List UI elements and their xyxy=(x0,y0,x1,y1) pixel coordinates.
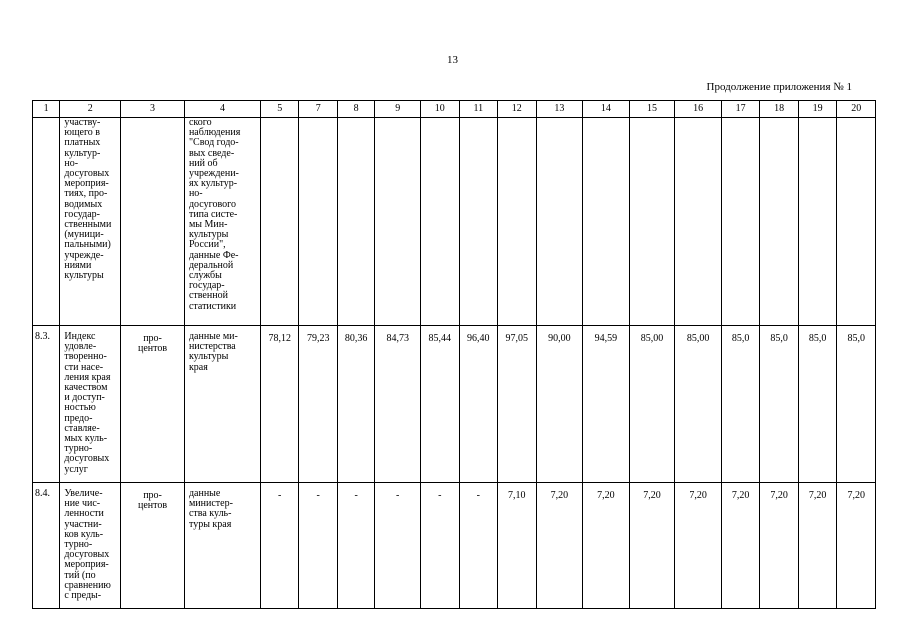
value-cell: 85,44 xyxy=(421,326,460,483)
value-cell xyxy=(421,118,460,326)
column-header: 14 xyxy=(583,101,630,118)
appendix-caption: Продолжение приложения № 1 xyxy=(706,81,852,93)
value-cell xyxy=(536,118,583,326)
value-cell xyxy=(337,118,374,326)
unit-cell: про- центов xyxy=(121,326,185,483)
value-cell: - xyxy=(459,483,498,609)
unit-cell xyxy=(121,118,185,326)
value-cell: - xyxy=(337,483,374,609)
value-cell xyxy=(760,118,799,326)
column-header: 3 xyxy=(121,101,185,118)
value-cell: 78,12 xyxy=(260,326,299,483)
value-cell xyxy=(721,118,760,326)
column-header: 12 xyxy=(498,101,537,118)
value-cell: 85,00 xyxy=(629,326,675,483)
indicator-name-cell: Индекс удовле- творенно- сти насе- ления края качеством и доступ- ностью предо- ставляе- мых куль- турно- досуговых услуг xyxy=(60,326,121,483)
column-header: 7 xyxy=(299,101,338,118)
value-cell xyxy=(675,118,722,326)
column-header: 13 xyxy=(536,101,583,118)
value-cell: 7,20 xyxy=(629,483,675,609)
value-cell: 85,0 xyxy=(837,326,876,483)
row-number-cell xyxy=(33,118,60,326)
value-cell: 7,10 xyxy=(498,483,537,609)
value-cell: 7,20 xyxy=(536,483,583,609)
table-row xyxy=(33,326,876,483)
column-header: 20 xyxy=(837,101,876,118)
column-header: 4 xyxy=(184,101,260,118)
column-header: 15 xyxy=(629,101,675,118)
value-cell: 85,00 xyxy=(675,326,722,483)
source-cell: ского наблюдения "Свод годо- вых сведе- ний об учреждени- ях культур- но- досугового типа систе- мы Мин- культуры России", данные Фе- деральной службы государ- ственной статистики xyxy=(184,118,260,326)
indicator-name-cell: Увеличе- ние чис- ленности участни- ков куль- турно- досуговых мероприя- тий (по сравнению с преды- xyxy=(60,483,121,609)
unit-cell: про- центов xyxy=(121,483,185,609)
column-header: 1 xyxy=(33,101,60,118)
value-cell: 7,20 xyxy=(837,483,876,609)
page-number: 13 xyxy=(447,54,458,66)
value-cell: 90,00 xyxy=(536,326,583,483)
value-cell xyxy=(837,118,876,326)
value-cell: 96,40 xyxy=(459,326,498,483)
column-header: 5 xyxy=(260,101,299,118)
value-cell xyxy=(375,118,421,326)
column-header: 11 xyxy=(459,101,498,118)
value-cell xyxy=(299,118,338,326)
row-number-cell: 8.4. xyxy=(33,483,60,609)
value-cell: 80,36 xyxy=(337,326,374,483)
row-number-cell: 8.3. xyxy=(33,326,60,483)
column-header: 17 xyxy=(721,101,760,118)
column-header: 9 xyxy=(375,101,421,118)
value-cell: 7,20 xyxy=(760,483,799,609)
indicators-table xyxy=(32,100,876,609)
value-cell: - xyxy=(375,483,421,609)
value-cell xyxy=(498,118,537,326)
value-cell: 97,05 xyxy=(498,326,537,483)
column-header: 8 xyxy=(337,101,374,118)
indicator-name-cell: участву- ющего в платных культур- но- досуговых мероприя- тиях, про- водимых государ- ственными (муници- пальными) учрежде- ниями культуры xyxy=(60,118,121,326)
column-header: 16 xyxy=(675,101,722,118)
source-cell: данные ми- нистерства культуры края xyxy=(184,326,260,483)
value-cell xyxy=(798,118,837,326)
table-row xyxy=(33,118,876,326)
column-header: 10 xyxy=(421,101,460,118)
value-cell: - xyxy=(260,483,299,609)
value-cell xyxy=(260,118,299,326)
column-header: 2 xyxy=(60,101,121,118)
column-header: 19 xyxy=(798,101,837,118)
table-row xyxy=(33,483,876,609)
value-cell: 85,0 xyxy=(798,326,837,483)
value-cell xyxy=(583,118,630,326)
source-cell: данные министер- ства куль- туры края xyxy=(184,483,260,609)
value-cell: 84,73 xyxy=(375,326,421,483)
value-cell: 7,20 xyxy=(675,483,722,609)
value-cell: 79,23 xyxy=(299,326,338,483)
value-cell: - xyxy=(421,483,460,609)
value-cell: 7,20 xyxy=(583,483,630,609)
value-cell: 85,0 xyxy=(760,326,799,483)
header-row xyxy=(33,101,876,118)
value-cell: 7,20 xyxy=(798,483,837,609)
value-cell xyxy=(629,118,675,326)
column-header: 18 xyxy=(760,101,799,118)
value-cell: - xyxy=(299,483,338,609)
value-cell xyxy=(459,118,498,326)
value-cell: 7,20 xyxy=(721,483,760,609)
value-cell: 94,59 xyxy=(583,326,630,483)
value-cell: 85,0 xyxy=(721,326,760,483)
